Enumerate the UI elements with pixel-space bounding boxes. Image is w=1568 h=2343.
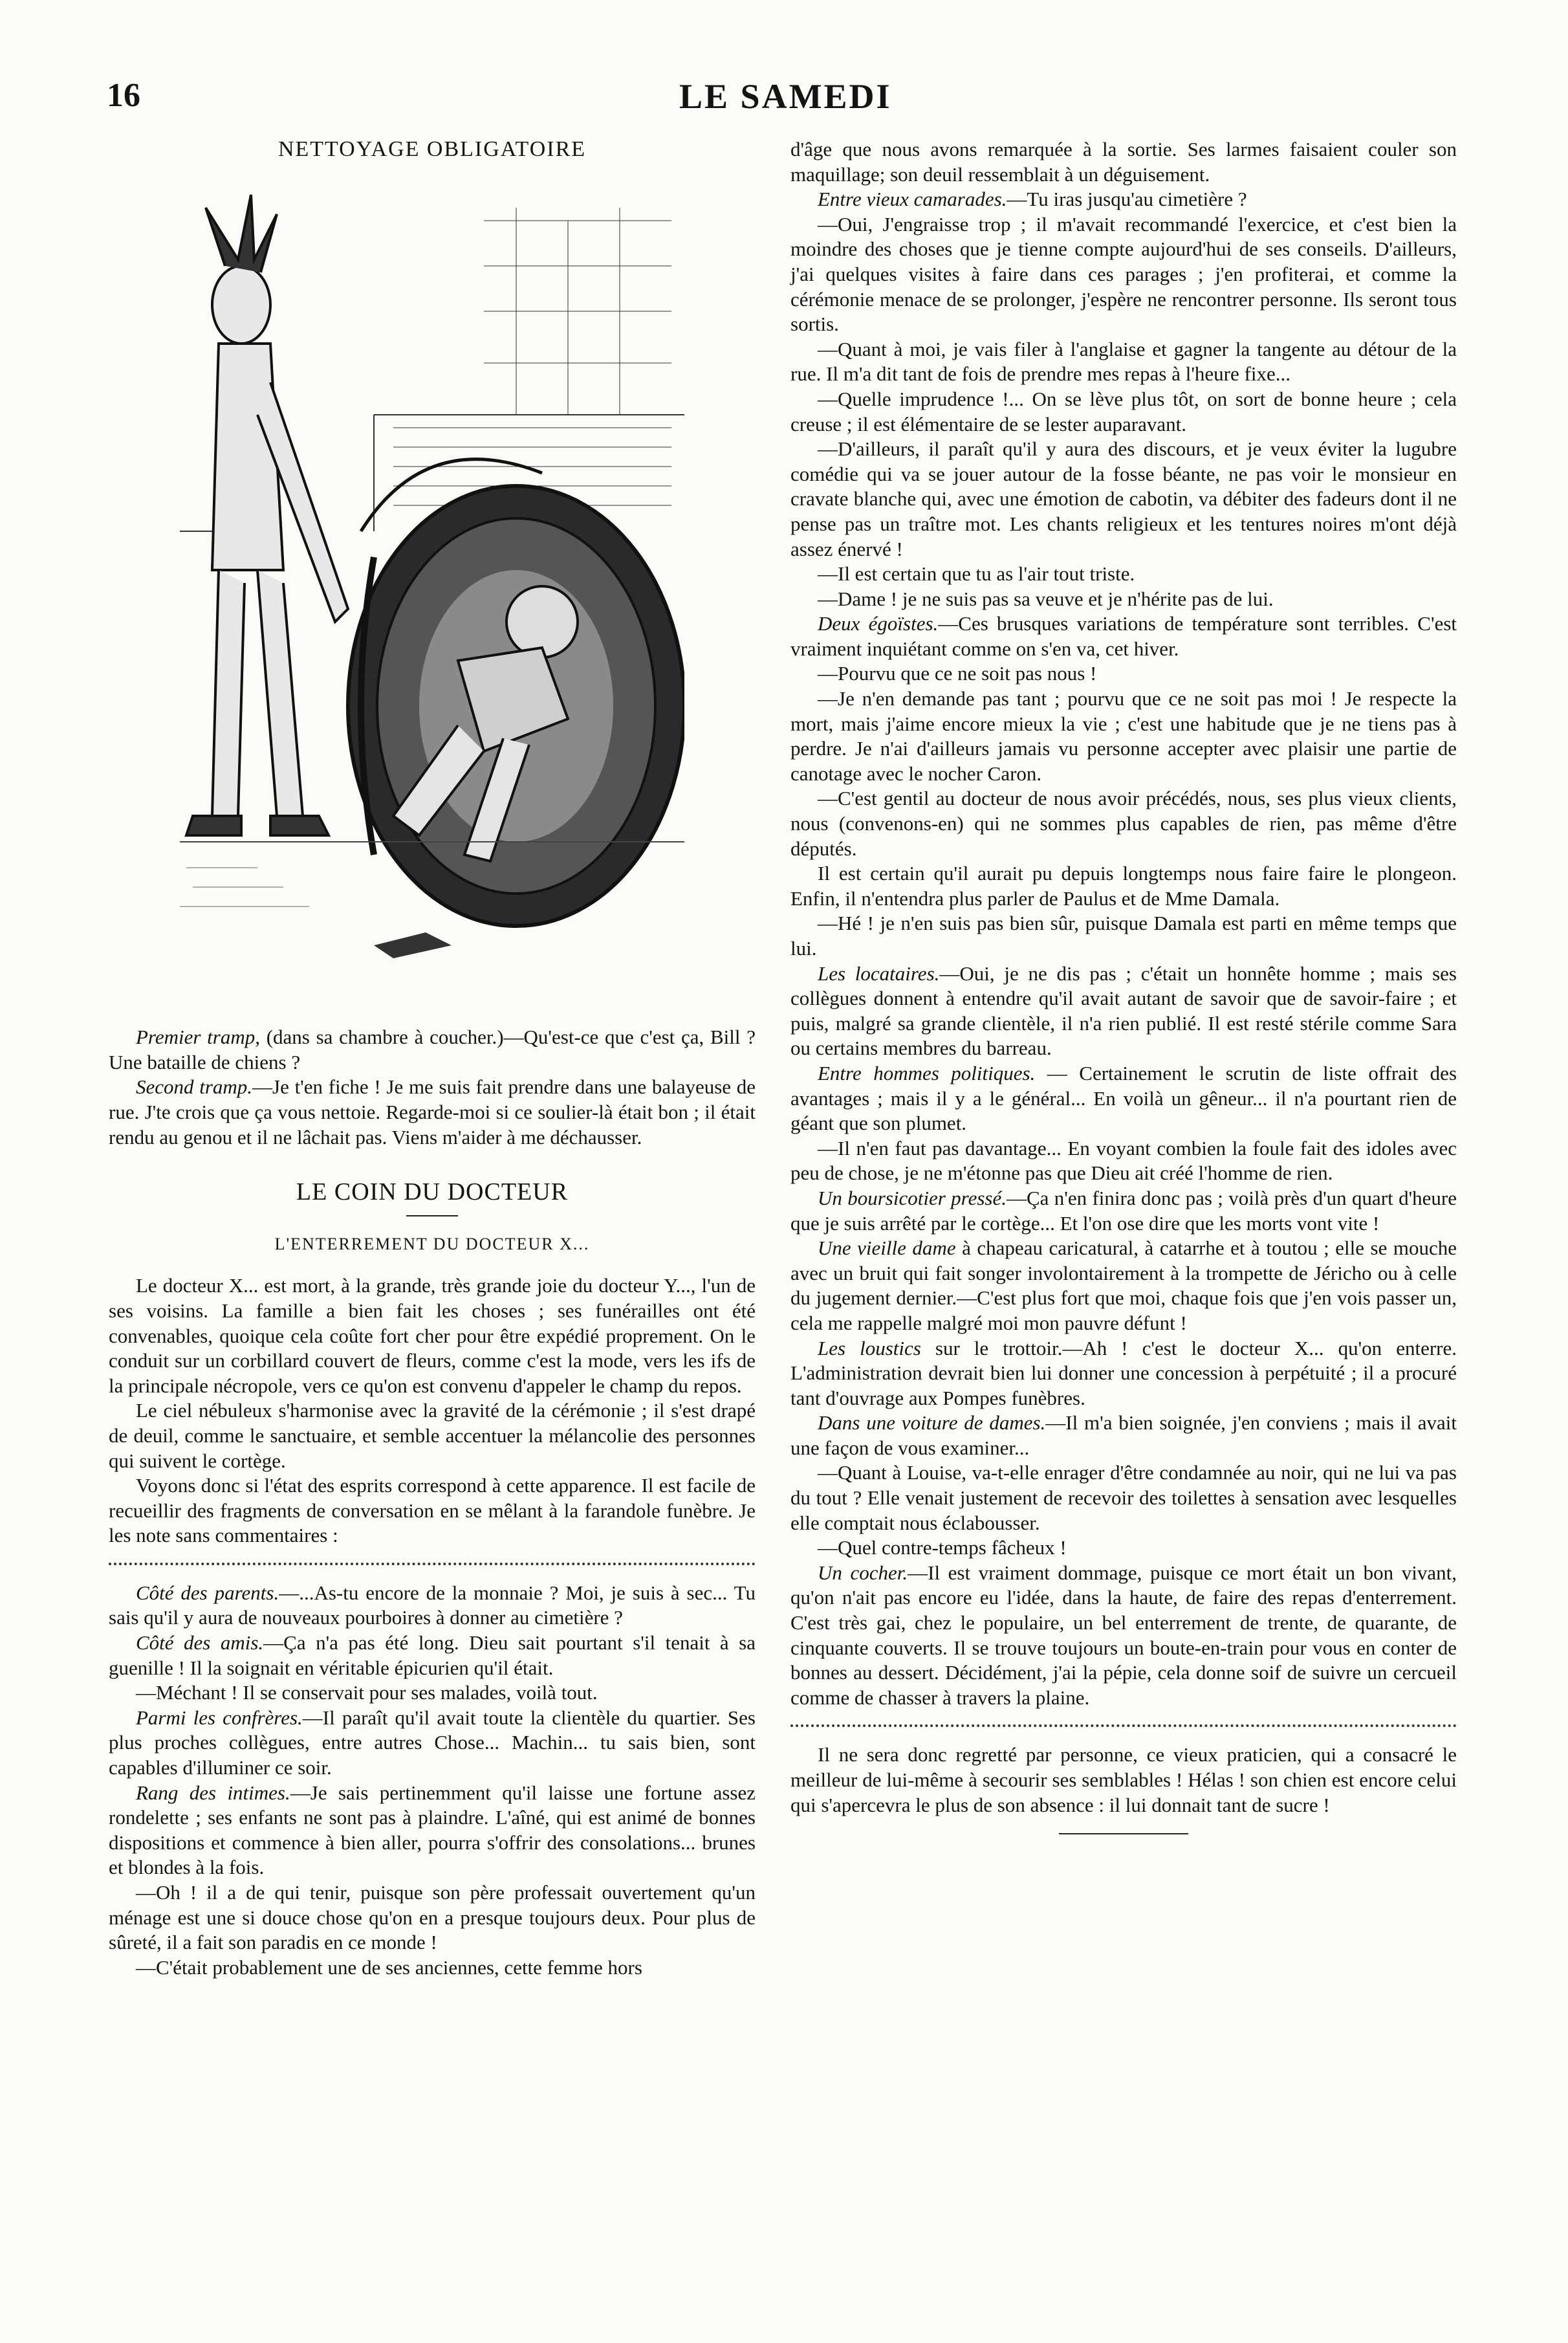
dialogue-paragraph: [790, 137, 1457, 187]
dialogue-text: —Quant à Louise, va-t-elle enrager d'être condamnée au noir, qui ne lui va pas du tout ? Elle venait justement de recevoir des toilettes à sensation avec lesquelles elle comptait nous éclabousser.: [790, 1461, 1457, 1534]
dialogue-paragraph: [790, 687, 1457, 786]
dialogue-text: —Ces brusques variations de température sont terribles. C'est vraiment inquiétant comme on s'en va, cet hiver.: [790, 612, 1457, 660]
dotted-divider: [790, 1724, 1457, 1727]
section-subtitle: L'ENTERREMENT DU DOCTEUR X...: [274, 1234, 590, 1253]
dialogue-text: —Je n'en demande pas tant ; pourvu que ce ne soit pas moi ! Je respecte la mort, mais j'aime encore mieux la vie ; c'est une habitude que je ne tiens pas à perdre. Je n'ai d'ailleurs jamais vu personne accepter avec plaisir une partie de canotage avec le nocher Caron.: [790, 687, 1457, 785]
dialogue-paragraph: [109, 1880, 756, 1955]
dialogue-text: —D'ailleurs, il paraît qu'il y aura des discours, et je veux éviter la lugubre comédie qui va se jouer autour de la fosse béante, ne pas voir le monsieur en cravate blanche qui, avec une émotion de cabotin, va débiter des fadeurs dont il ne pense pas un traître mot. Les chants religieux et les tentures noires m'ont déjà assez énervé !: [790, 437, 1457, 560]
dialogue-text: — Certainement le scrutin de liste offrait des avantages ; mais il y a le général... En voilà un gêneur... il n'a pourtant rien de géant que son plumet.: [790, 1061, 1457, 1135]
speaker-label: Premier tramp,: [136, 1026, 260, 1049]
dialogue-text: —C'est gentil au docteur de nous avoir précédés, nous, ses plus vieux clients, nous (convenons-en) qui ne sommes plus capables de rien, pas même d'être députés.: [790, 787, 1457, 860]
dialogue-paragraph: [790, 1460, 1457, 1535]
dialogue-text: à chapeau caricatural, à catarrhe et à toutou ; elle se mouche avec un bruit qui fait songer involontairement à la trompette de Jéricho ou à celle du jugement dernier.—C'est plus fort que moi, chaque fois que j'en vois passer un, cela me rappelle malgré moi mon pauvre défunt !: [790, 1237, 1457, 1334]
dialogue-paragraph: [109, 1581, 756, 1631]
speaker-label: Les loustics: [818, 1336, 921, 1359]
speaker-label: Côté des amis.: [136, 1631, 264, 1655]
dialogue-text: —Ça n'en finira donc pas ; voilà près d'un quart d'heure que je suis arrêté par le cortège... Et l'on ose dire que les morts vont vite !: [790, 1186, 1457, 1235]
dialogue-paragraph: [790, 1186, 1457, 1236]
speaker-label: Second tramp.: [136, 1075, 253, 1099]
intro-paragraph: Le ciel nébuleux s'harmonise avec la gravité de la cérémonie ; il s'est drapé de deuil, comme le sanctuaire, et semble accentuer la mélancolie des personnes qui suivent le cortège.: [109, 1399, 756, 1472]
page-number: 16: [107, 77, 140, 114]
dialogue-text: —Il n'en faut pas davantage... En voyant combien la foule fait des idoles avec peu de chose, je ne m'étonne pas que Dieu ait créé l'homme de rien.: [790, 1136, 1457, 1185]
dialogue-paragraph: [109, 1955, 756, 1981]
dialogue-paragraph: [790, 1535, 1457, 1561]
dialogue-text: —Il est certain que tu as l'air tout triste.: [818, 562, 1135, 586]
dialogue-text: Il est certain qu'il aurait pu depuis longtemps nous faire faire le plongeon. Enfin, il n'entendra plus parler de Paulus et de Mme Damala.: [790, 862, 1457, 910]
dialogue-text: —Ça n'a pas été long. Dieu sait pourtant s'il tenait à sa guenille ! Il la soignait en véritable épicurien qu'il était.: [109, 1631, 756, 1679]
dialogue-paragraph: [109, 1706, 756, 1781]
dialogue-paragraph: [790, 1336, 1457, 1411]
right-column: [790, 137, 1457, 1834]
caption-paragraph: Premier tramp, (dans sa chambre à coucher.)—Qu'est-ce que c'est ça, Bill ? Une bataille de chiens ?: [109, 1026, 756, 1073]
intro-paragraph: Le docteur X... est mort, à la grande, très grande joie du docteur Y..., l'un de ses voisins. La famille a bien fait les choses ; ses funérailles ont été convenables, quoique cela coûte fort cher pour être expédié proprement. On le conduit sur un corbillard couvert de fleurs, comme c'est la mode, vers les ifs de la principale nécropole, vers ce qu'on est convenu d'appeler le champ du repos.: [109, 1274, 756, 1397]
dialogue-paragraph: [790, 387, 1457, 437]
speaker-label: Entre hommes politiques.: [818, 1061, 1036, 1084]
dialogue-paragraph: [790, 786, 1457, 861]
dialogue-paragraph: [790, 1061, 1457, 1136]
dialogue-text: —Dame ! je ne suis pas sa veuve et je n'hérite pas de lui.: [818, 587, 1274, 610]
speaker-label: Dans une voiture de dames.: [818, 1411, 1046, 1435]
speaker-label: Rang des intimes.: [136, 1781, 290, 1804]
dialogue-text: —Pourvu que ce ne soit pas nous !: [818, 662, 1097, 685]
dialogue-paragraph: [790, 1561, 1457, 1711]
dialogue-text: —Hé ! je n'en suis pas bien sûr, puisque Damala est parti en même temps que lui.: [790, 912, 1457, 960]
left-column: [109, 137, 756, 1980]
dialogue-text: —Il est vraiment dommage, puisque ce mort était un bon vivant, qu'on n'ait pas encore eu l'idée, dans la haute, de faire des repas d'enterrement. C'est très gai, chez le populaire, un bel enterrement de trente, de quarante, de cinquante couverts. Il se trouve toujours un boute-en-train pour vous en conter de bonnes au dessert. Décidément, j'ai la pépie, cela donne soif de suivre un cercueil comme de chasser à travers la plaine.: [790, 1561, 1457, 1709]
speaker-label: Côté des parents.: [136, 1581, 279, 1604]
left-dialogue: [109, 1581, 756, 1981]
end-rule: [1059, 1833, 1188, 1834]
dialogue-text: —Il m'a bien soignée, j'en conviens ; mais il avait une façon de vous examiner...: [790, 1411, 1457, 1459]
cartoon-title: NETTOYAGE OBLIGATOIRE: [278, 137, 587, 161]
dialogue-paragraph: [790, 661, 1457, 687]
speaker-label: Une vieille dame: [818, 1237, 956, 1260]
dialogue-paragraph: [109, 1631, 756, 1680]
speaker-label: Un cocher.: [818, 1561, 908, 1584]
dialogue-paragraph: [790, 1236, 1457, 1336]
dialogue-text: —Méchant ! Il se conservait pour ses malades, voilà tout.: [136, 1681, 598, 1704]
speaker-label: Entre vieux camarades.: [818, 188, 1007, 211]
dialogue-text: —Il paraît qu'il avait toute la clientèle du quartier. Ses plus proches collègues, entre autres Chose... Machin... tu sais bien, sont capables d'illuminer ce soir.: [109, 1706, 756, 1779]
dialogue-text: —Quelle imprudence !... On se lève plus tôt, on sort de bonne heure ; cela creuse ; il est élémentaire de se lester auparavant.: [790, 387, 1457, 435]
right-dialogue: [790, 137, 1457, 1710]
dialogue-paragraph: [109, 1781, 756, 1880]
dialogue-paragraph: [790, 1411, 1457, 1460]
dotted-divider: [109, 1563, 756, 1565]
dialogue-paragraph: [790, 861, 1457, 911]
dialogue-paragraph: [790, 911, 1457, 961]
dialogue-paragraph: [790, 187, 1457, 212]
dialogue-text: —...As-tu encore de la monnaie ? Moi, je suis à sec... Tu sais qu'il y aura de nouveaux pourboires à donner au cimetière ?: [109, 1581, 756, 1629]
speaker-label: Parmi les confrères.: [136, 1706, 303, 1729]
dialogue-text: —Je sais pertinemment qu'il laisse une fortune assez rondelette ; ses enfants ne sont pas à plaindre. L'aîné, qui est animé de bonnes dispositions et commence à bien aller, pourra s'offrir des consolations... brunes et blondes à la fois.: [109, 1781, 756, 1879]
dialogue-paragraph: [790, 337, 1457, 387]
speaker-label: Les locataires.: [818, 962, 940, 985]
dialogue-text: —Oui, J'engraisse trop ; il m'avait recommandé l'exercice, et c'est bien la moindre des choses que je tienne compte aujourd'hui de ses conseils. D'ailleurs, j'ai quelques visites à faire dans ces parages ; j'en profiterai, et comme la cérémonie menace de se prolonger, j'espère ne rencontrer personne. Ils seront tous sortis.: [790, 212, 1457, 336]
dialogue-text: —Oui, je ne dis pas ; c'était un honnête homme ; mais ses collègues donnent à entendre qu'il avait autant de savoir que de savoir-faire ; et puis, malgré sa grande clientèle, il n'a rien publié. Il est resté stérile comme Sara ou certains membres du barreau.: [790, 962, 1457, 1060]
dialogue-text: —C'était probablement une de ses anciennes, cette femme hors: [136, 1955, 642, 1979]
cartoon-illustration: [180, 169, 684, 1010]
dialogue-paragraph: [790, 587, 1457, 612]
dialogue-paragraph: [790, 437, 1457, 562]
intro-paragraph: Voyons donc si l'état des esprits correspond à cette apparence. Il est facile de recueillir des fragments de conversation en se mêlant à la farandole funèbre. Je les note sans commentaires :: [109, 1474, 756, 1547]
dialogue-paragraph: [790, 562, 1457, 587]
masthead: LE SAMEDI: [679, 77, 892, 116]
divider: [406, 1215, 458, 1216]
dialogue-paragraph: [109, 1680, 756, 1706]
dialogue-paragraph: [790, 1136, 1457, 1186]
dialogue-text: —Tu iras jusqu'au cimetière ?: [1007, 188, 1247, 211]
caption-paragraph: Second tramp.—Je t'en fiche ! Je me suis fait prendre dans une balayeuse de rue. J'te crois que ça vous nettoie. Regarde-moi si ce soulier-là était bon ; il était rendu au genou et il ne lâchait pas. Viens m'aider à me déchausser.: [109, 1075, 756, 1149]
speaker-label: Deux égoïstes.: [818, 612, 939, 635]
speaker-label: Un boursicotier pressé.: [818, 1186, 1007, 1209]
dialogue-paragraph: [790, 962, 1457, 1061]
dialogue-text: sur le trottoir.—Ah ! c'est le docteur X... qu'on enterre. L'administration devrait bien lui donner une concession à perpétuité ; il a procuré tant d'ouvrage aux Pompes funèbres.: [790, 1336, 1457, 1409]
dialogue-text: —Quant à moi, je vais filer à l'anglaise et gagner la tangente au détour de la rue. Il m'a dit tant de fois de prendre mes repas à l'heure fixe...: [790, 337, 1457, 386]
conclusion-paragraph: Il ne sera donc regretté par personne, ce vieux praticien, qui a consacré le meilleur de lui-même à secourir ses semblables ! Hélas ! son chien est encore celui qui s'apercevra le plus de son absence : il lui donnait tant de sucre !: [790, 1743, 1457, 1816]
section-title: LE COIN DU DOCTEUR: [296, 1178, 569, 1206]
dialogue-text: —Quel contre-temps fâcheux !: [818, 1536, 1067, 1559]
dialogue-text: d'âge que nous avons remarquée à la sortie. Ses larmes faisaient couler son maquillage; son deuil ressemblait à un déguisement.: [790, 138, 1457, 186]
dialogue-text: —Oh ! il a de qui tenir, puisque son père professait ouvertement qu'un ménage est une si douce chose qu'on en a presque toujours deux. Pour plus de sûreté, il a fait son paradis en ce monde !: [109, 1881, 756, 1954]
dialogue-paragraph: [790, 611, 1457, 661]
dialogue-paragraph: [790, 212, 1457, 337]
